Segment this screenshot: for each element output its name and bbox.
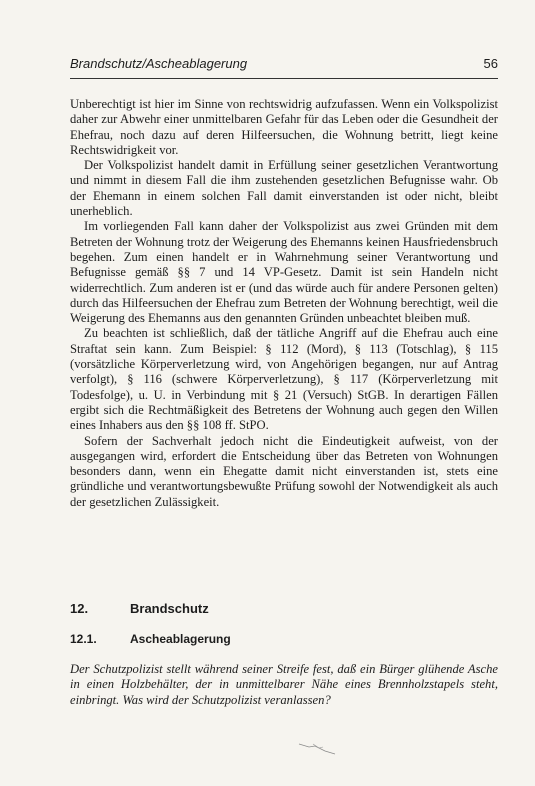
subsection-number: 12.1.: [70, 632, 97, 646]
header-rule: [70, 78, 498, 79]
section-number: 12.: [70, 601, 89, 616]
subsection-heading: [70, 632, 498, 646]
paragraph: Zu beachten ist schließlich, daß der tätliche Angriff auf die Ehefrau auch eine Straftat sein kann. Zum Beispiel: § 112 (Mord), § 113 (Totschlag), § 115 (vorsätzliche Körperverletzung wird, von Angehörigen begangen, nur auf Antrag verfolgt), § 116 (schwere Körperverletzung), § 117 (Körperverletzung mit Todesfolge), u. U. in Verbindung mit § 21 (Versuch) StGB. In derartigen Fällen ergibt sich die Rechtmäßigkeit des Betretens der Wohnung auch gegen den Willen eines Inhabers aus den §§ 108 ff. StPO.: [70, 326, 498, 433]
running-title: Brandschutz/Ascheablagerung: [70, 56, 248, 71]
paragraph: Im vorliegenden Fall kann daher der Volkspolizist aus zwei Gründen mit dem Betreten der Wohnung trotz der Weigerung des Ehemanns keinen Hausfriedensbruch begehen. Zum einen handelt er in Wahrnehmung seiner Verantwortung und Befugnisse gemäß §§ 7 und 14 VP-Gesetz. Damit ist sein Handeln nicht widerrechtlich. Zum anderen ist er (und das würde auch für andere Personen gelten) durch das Hilfeersuchen der Ehefrau zum Betreten der Wohnung berechtigt, weil die Weigerung des Ehemanns aus den genannten Gründen unbeachtet bleiben muß.: [70, 219, 498, 326]
paragraph: Unberechtigt ist hier im Sinne von rechtswidrig aufzufassen. Wenn ein Volkspolizist daher zur Abwehr einer unmittelbaren Gefahr für das Leben oder die Gesundheit der Ehefrau, noch dazu auf deren Hilfeersuchen, die Wohnung betritt, liegt keine Rechtswidrigkeit vor.: [70, 97, 498, 157]
subsection-title: Ascheablagerung: [130, 632, 231, 646]
page-number: 56: [483, 56, 498, 71]
case-question: Der Schutzpolizist stellt während seiner Streife fest, daß ein Bürger glühende Asche in einen Holzbehälter, der in unmittelbarer Nähe eines Brennholzstapels steht, einbringt. Was wird der Schutzpolizist veranlassen?: [70, 662, 498, 707]
running-header: [70, 56, 498, 76]
body-text: [70, 97, 498, 510]
section-heading: [70, 601, 498, 616]
paragraph: Sofern der Sachverhalt jedoch nicht die Eindeutigkeit aufweist, von der ausgegangen wird, erfordert die Entscheidung über das Betreten von Wohnungen besonders dann, wenn ein Ehegatte damit nicht einverstanden ist, stets eine gründliche und verantwortungsbewußte Prüfung sowohl der Notwendigkeit als auch der gesetzlichen Zulässigkeit.: [70, 433, 498, 509]
paragraph: Der Volkspolizist handelt damit in Erfüllung seiner gesetzlichen Verantwortung und nimmt in diesem Fall die ihm zustehenden gesetzlichen Befugnisse wahr. Ob der Ehemann in einem solchen Fall damit einverstanden ist oder nicht, bleibt unerheblich.: [70, 158, 498, 219]
ink-smudge-mark: [295, 738, 339, 758]
section-title: Brandschutz: [130, 601, 209, 616]
